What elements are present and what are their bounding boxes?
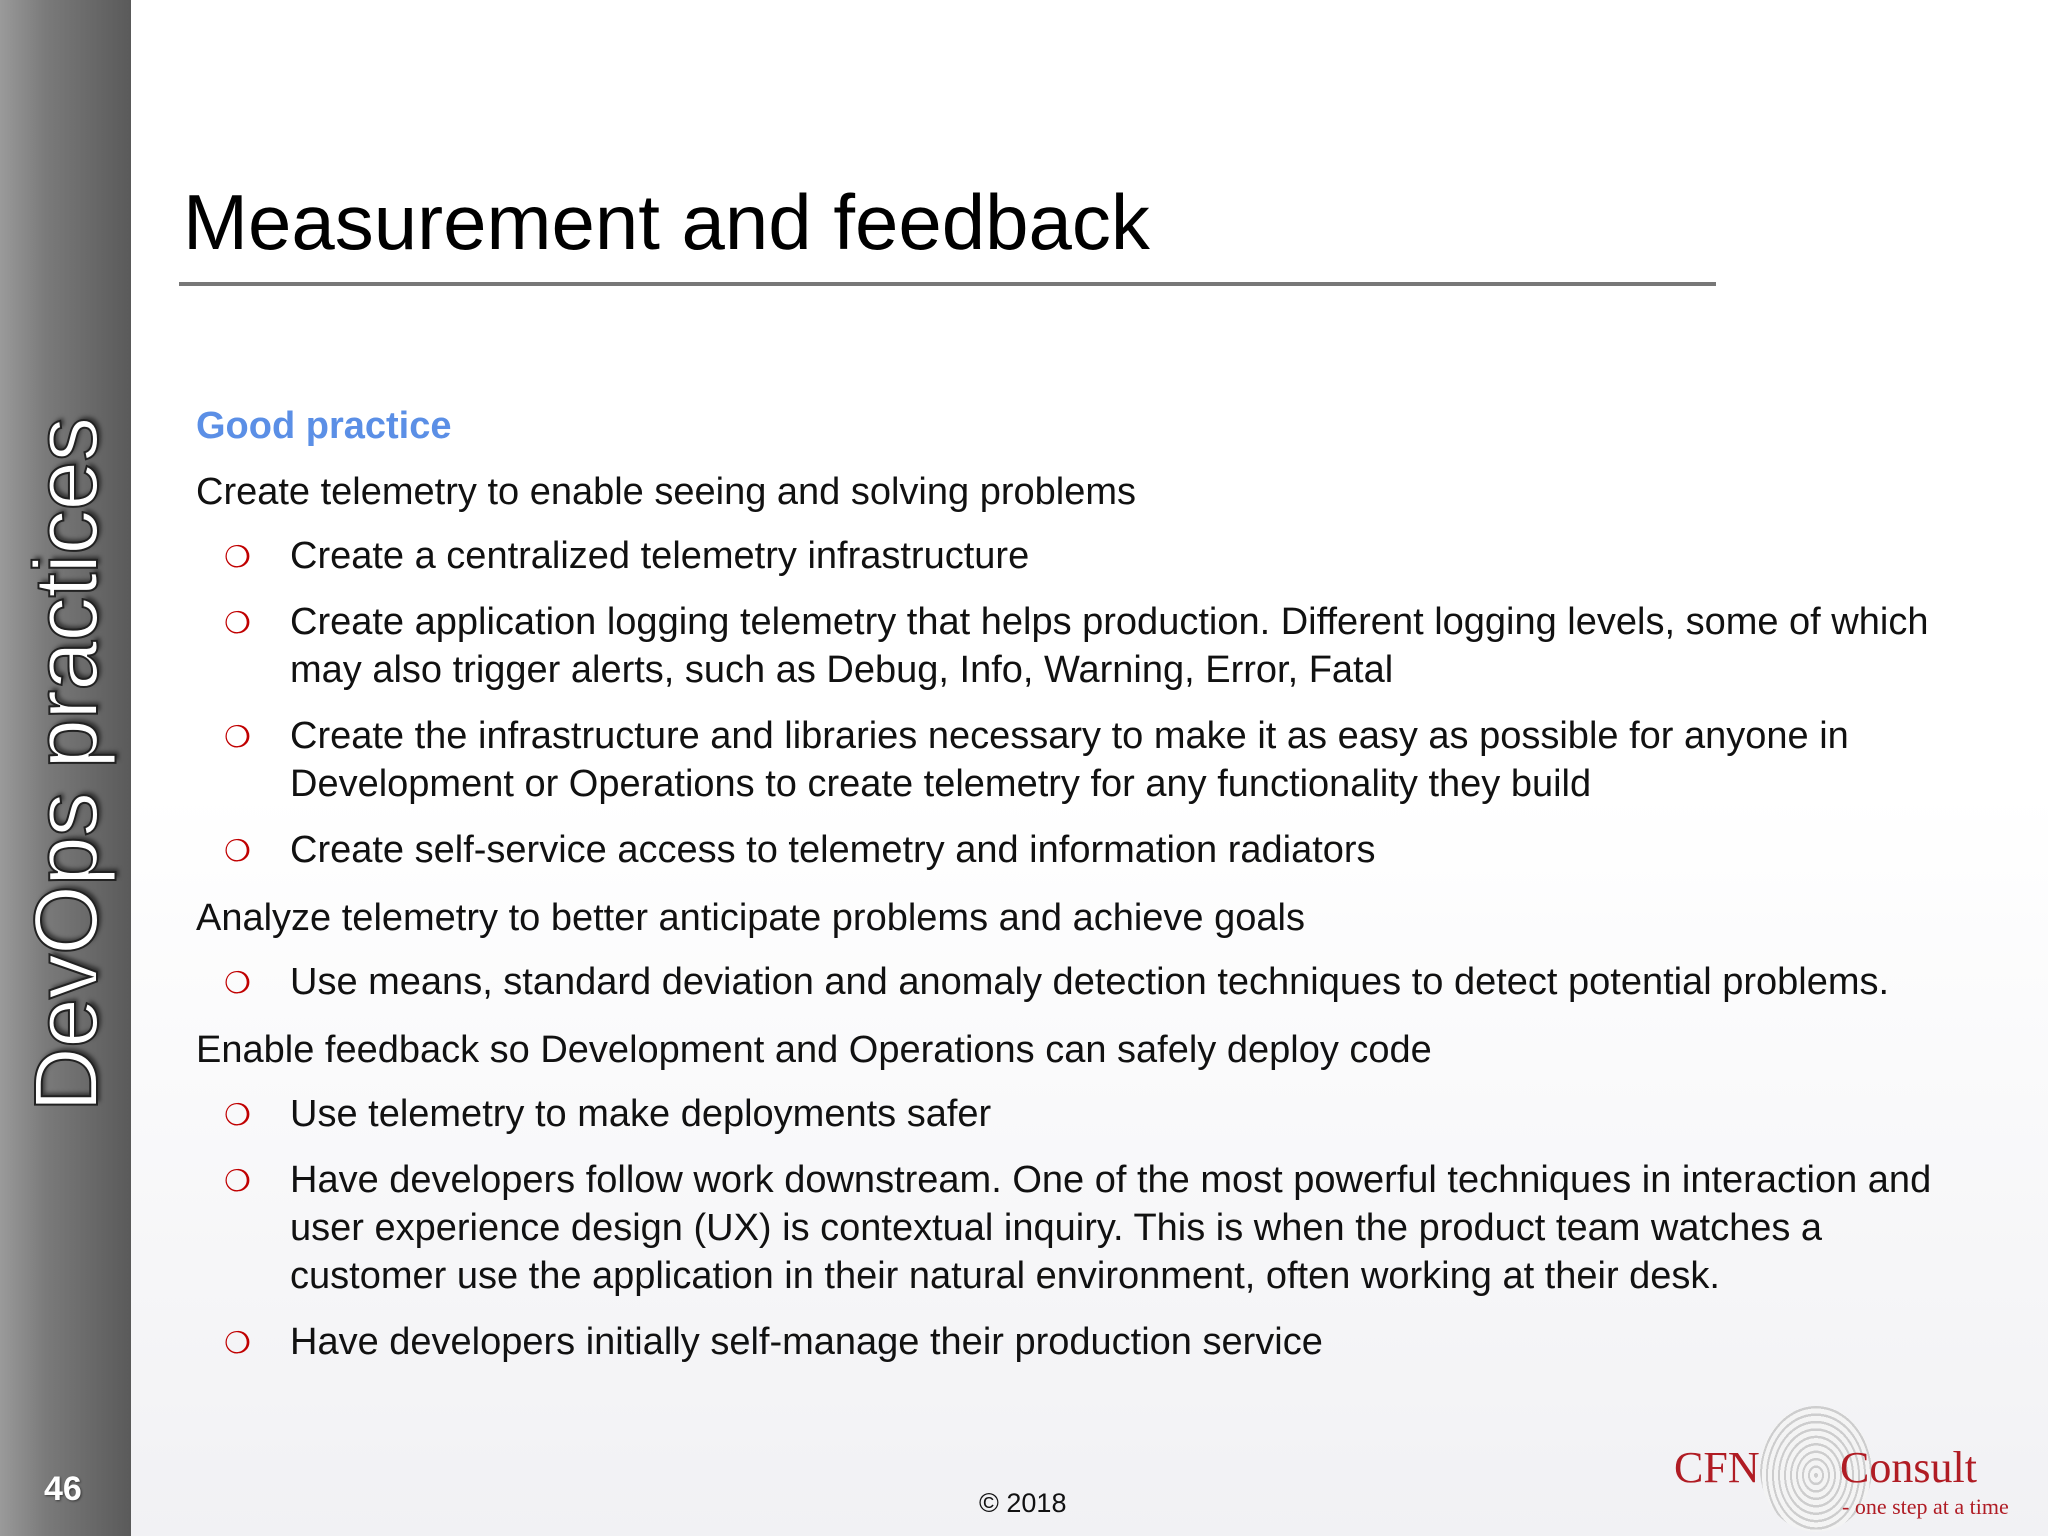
- main-point: Create telemetry to enable seeing and solving problems: [196, 471, 1136, 513]
- hollow-circle-bullet-icon: ❍: [224, 607, 251, 640]
- copyright-footer: © 2018: [979, 1488, 1067, 1518]
- hollow-circle-bullet-icon: ❍: [224, 1099, 251, 1132]
- main-point: Enable feedback so Development and Operations can safely deploy code: [196, 1029, 1432, 1071]
- sub-point: [196, 712, 1976, 808]
- sub-point-text: Create the infrastructure and libraries necessary to make it as easy as possible for anyone in Development or Operations to create telemetry for any functionality they build: [290, 715, 1849, 805]
- slide-title: Measurement and feedback: [183, 178, 1150, 266]
- sub-point: [196, 598, 1976, 694]
- hollow-circle-bullet-icon: ❍: [224, 721, 251, 754]
- hollow-circle-bullet-icon: ❍: [224, 1165, 251, 1198]
- logo-left-text: CFN: [1674, 1443, 1760, 1492]
- sub-point: [196, 1090, 1976, 1138]
- sub-point: [196, 826, 1976, 874]
- sidebar-title: DevOps practices: [17, 417, 117, 1112]
- sub-point-text: Have developers initially self-manage their production service: [290, 1321, 1323, 1363]
- sub-point: [196, 1156, 1976, 1300]
- sub-point: [196, 958, 1976, 1006]
- sub-point-text: Use means, standard deviation and anomaly detection techniques to detect potential problems.: [290, 961, 1890, 1003]
- title-divider: [179, 282, 1716, 286]
- logo-right-text: Consult: [1840, 1443, 1977, 1492]
- sub-point-text: Create self-service access to telemetry and information radiators: [290, 829, 1376, 871]
- company-logo: [1668, 1402, 2028, 1536]
- page-number: 46: [44, 1470, 82, 1508]
- hollow-circle-bullet-icon: ❍: [224, 541, 251, 574]
- hollow-circle-bullet-icon: ❍: [224, 835, 251, 868]
- sub-point-text: Have developers follow work downstream. One of the most powerful techniques in interaction and user experience design (UX) is contextual inquiry. This is when the product team watches a customer use the application in their natural environment, often working at their desk.: [290, 1159, 1932, 1297]
- sub-point: [196, 532, 1976, 580]
- logo-tagline: - one step at a time: [1842, 1494, 2009, 1519]
- sub-point-text: Create application logging telemetry that helps production. Different logging levels, some of which may also trigger alerts, such as Debug, Info, Warning, Error, Fatal: [290, 601, 1929, 691]
- sub-point-text: Use telemetry to make deployments safer: [290, 1093, 992, 1135]
- hollow-circle-bullet-icon: ❍: [224, 1327, 251, 1360]
- sub-point-text: Create a centralized telemetry infrastructure: [290, 535, 1030, 577]
- slide-body: [196, 400, 1976, 1384]
- sub-point: [196, 1318, 1976, 1366]
- sidebar: [0, 0, 131, 1536]
- main-point: Analyze telemetry to better anticipate problems and achieve goals: [196, 897, 1305, 939]
- section-heading: Good practice: [196, 405, 452, 447]
- hollow-circle-bullet-icon: ❍: [224, 967, 251, 1000]
